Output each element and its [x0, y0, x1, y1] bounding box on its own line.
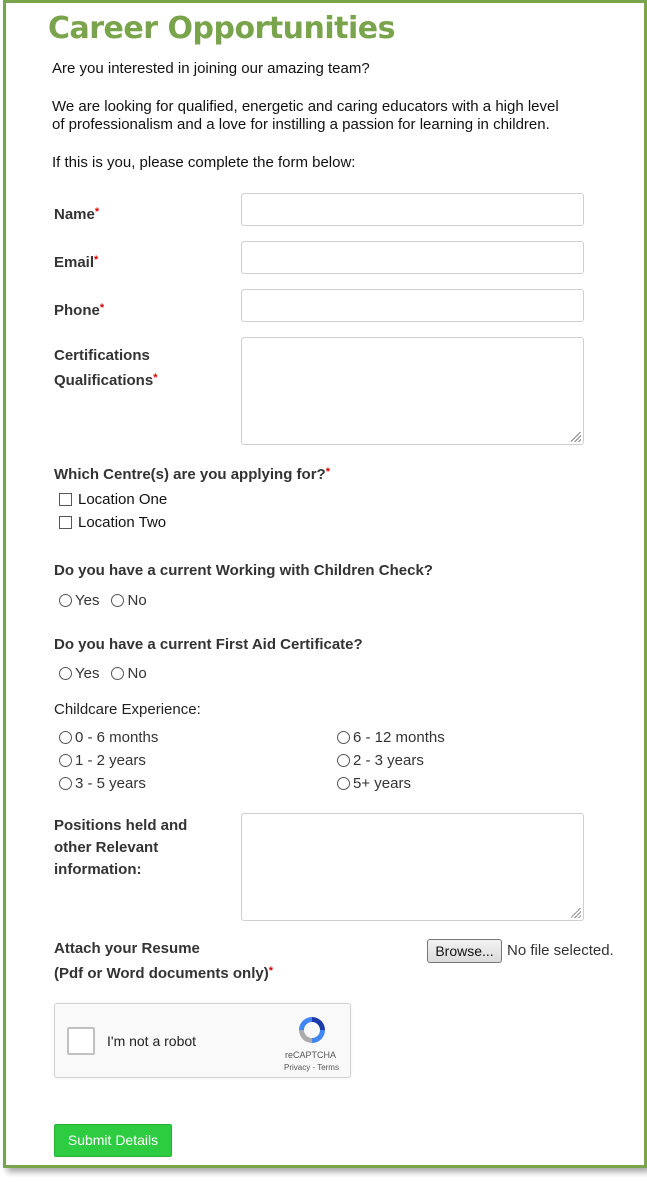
recaptcha-widget: [54, 1003, 351, 1078]
intro-instruction: If this is you, please complete the form below:: [52, 154, 356, 171]
intro-question: Are you interested in joining our amazing team?: [52, 60, 370, 77]
name-label: Name*: [54, 206, 100, 223]
wwcc-no-radio[interactable]: No: [111, 592, 146, 609]
experience-option-1-2-years[interactable]: 1 - 2 years: [59, 752, 146, 769]
certifications-label: Certifications Qualifications*: [54, 347, 158, 389]
firstaid-no-radio[interactable]: No: [111, 665, 146, 682]
positions-textarea[interactable]: [241, 813, 584, 921]
experience-option-5-plus-years[interactable]: 5+ years: [337, 775, 411, 792]
centre-option-location-one[interactable]: Location One: [59, 491, 167, 508]
resize-handle-icon[interactable]: [571, 908, 581, 918]
required-marker: *: [153, 372, 158, 384]
required-marker: *: [268, 965, 273, 977]
required-marker: *: [99, 302, 105, 314]
firstaid-yes-radio[interactable]: Yes: [59, 665, 99, 682]
file-status: No file selected.: [507, 942, 614, 959]
recaptcha-checkbox[interactable]: [67, 1027, 95, 1055]
recaptcha-brand: reCAPTCHA: [285, 1050, 337, 1060]
intro-paragraph-line-1: We are looking for qualified, energetic and caring educators with a high level: [52, 98, 559, 115]
email-input[interactable]: [241, 241, 584, 274]
submit-button[interactable]: Submit Details: [54, 1124, 172, 1157]
certifications-textarea[interactable]: [241, 337, 584, 445]
firstaid-question: Do you have a current First Aid Certificate?: [54, 636, 363, 653]
firstaid-radio-group: [59, 665, 147, 682]
phone-label: Phone*: [54, 302, 105, 319]
experience-label: Childcare Experience:: [54, 701, 201, 718]
required-marker: *: [94, 254, 99, 266]
experience-option-0-6-months[interactable]: 0 - 6 months: [59, 729, 158, 746]
checkbox[interactable]: [59, 516, 72, 529]
experience-option-2-3-years[interactable]: 2 - 3 years: [337, 752, 424, 769]
centres-question: Which Centre(s) are you applying for?*: [54, 466, 330, 483]
phone-input[interactable]: [241, 289, 584, 322]
checkbox[interactable]: [59, 493, 72, 506]
required-marker: *: [325, 466, 330, 478]
recaptcha-privacy-terms-link[interactable]: Privacy - Terms: [284, 1063, 339, 1072]
name-input[interactable]: [241, 193, 584, 226]
wwcc-radio-group: [59, 592, 147, 609]
resize-handle-icon[interactable]: [571, 432, 581, 442]
experience-option-6-12-months[interactable]: 6 - 12 months: [337, 729, 445, 746]
experience-option-3-5-years[interactable]: 3 - 5 years: [59, 775, 146, 792]
wwcc-yes-radio[interactable]: Yes: [59, 592, 99, 609]
centre-option-location-two[interactable]: Location Two: [59, 514, 166, 531]
intro-paragraph-line-2: of professionalism and a love for instilling a passion for learning in children.: [52, 116, 550, 133]
required-marker: *: [94, 206, 100, 218]
form-frame: [3, 0, 647, 1168]
browse-button[interactable]: Browse...: [427, 939, 502, 963]
positions-label: Positions held and other Relevant information:: [54, 817, 188, 878]
recaptcha-logo-icon: [296, 1014, 328, 1046]
wwcc-question: Do you have a current Working with Children Check?: [54, 562, 433, 579]
recaptcha-label: I'm not a robot: [107, 1033, 197, 1049]
resume-label: Attach your Resume (Pdf or Word documents only)*: [54, 940, 273, 982]
page-title: Career Opportunities: [48, 11, 396, 46]
email-label: Email*: [54, 254, 99, 271]
